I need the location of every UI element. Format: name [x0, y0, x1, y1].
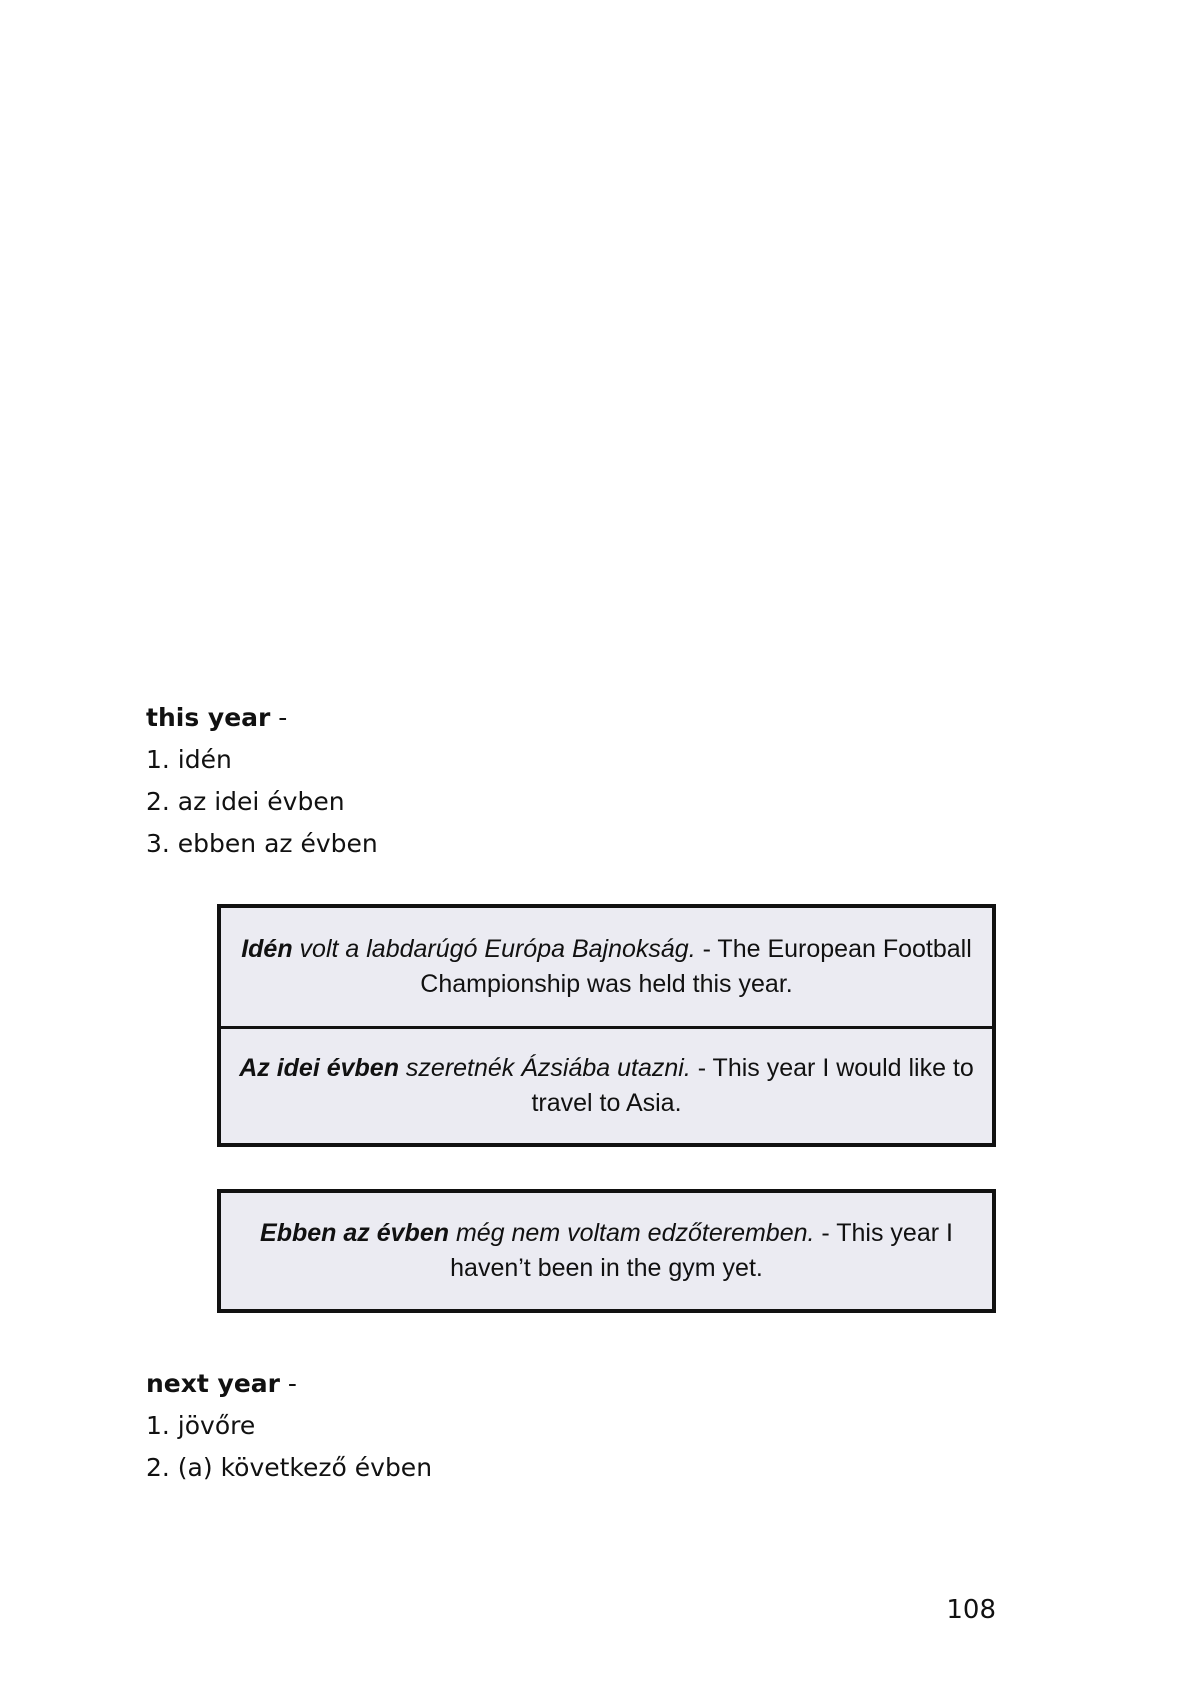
translation-item: 1. jövőre [146, 1411, 256, 1440]
example-english: - This year I would like to travel to Asia. [531, 1053, 974, 1117]
term-dash: - [279, 1369, 297, 1398]
section-this-year [146, 697, 378, 865]
example-english: - The European Football Championship was held this year. [420, 934, 972, 998]
translation-item: 2. az idei évben [146, 787, 345, 816]
example-hungarian: még nem voltam edzőteremben. [449, 1219, 815, 1247]
page-number: 108 [946, 1595, 996, 1625]
example-english: - This year I haven’t been in the gym yet. [450, 1219, 953, 1282]
example-hungarian: szeretnék Ázsiába utazni. [398, 1053, 691, 1082]
example-hungarian: volt a labdarúgó Európa Bajnokság. [292, 934, 696, 963]
example-sentence [221, 1193, 992, 1309]
translation-item: 1. idén [146, 745, 232, 774]
example-highlight: Az idei évben [239, 1053, 399, 1082]
example-highlight: Idén [241, 934, 293, 963]
term-title: this year [146, 703, 271, 732]
term-heading [146, 1363, 432, 1405]
example-table [217, 904, 996, 1147]
translation-item: 3. ebben az évben [146, 829, 378, 858]
example-highlight: Ebben az évben [260, 1219, 449, 1247]
section-next-year [146, 1363, 432, 1489]
example-table [217, 1189, 996, 1313]
example-sentence [221, 1026, 992, 1144]
example-sentence [221, 908, 992, 1026]
term-title: next year [146, 1369, 280, 1398]
term-heading [146, 697, 378, 739]
translation-item: 2. (a) következő évben [146, 1453, 433, 1482]
term-dash: - [270, 703, 288, 732]
